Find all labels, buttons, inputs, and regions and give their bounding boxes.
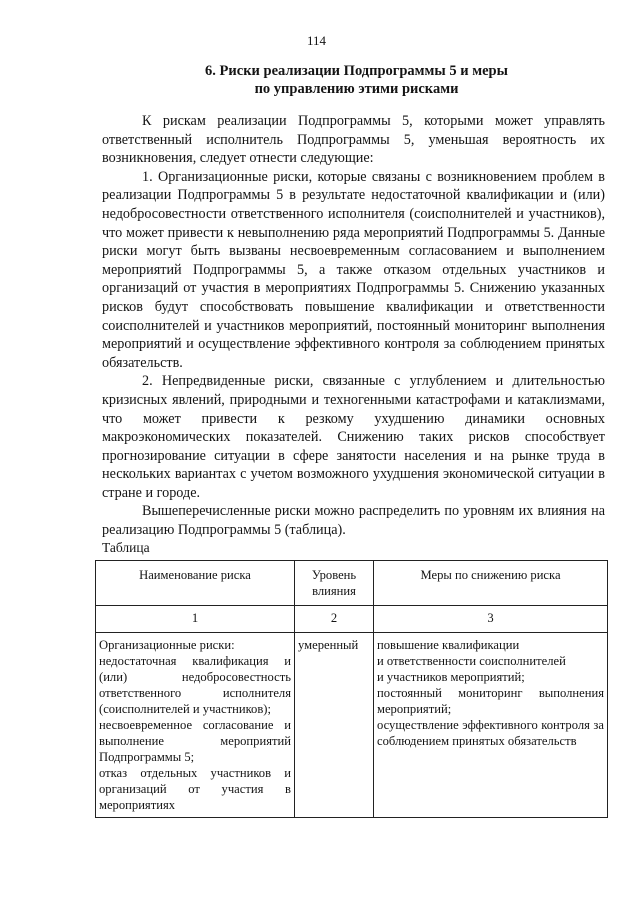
section-title-line-1: 6. Риски реализации Подпрограммы 5 и меры (205, 63, 508, 79)
paragraph-intro: К рискам реализации Подпрограммы 5, которыми может управлять ответственный исполнитель Подпрограммы 5, уменьшая вероятность их возникновения, следует отнести следующие: (102, 113, 605, 167)
risk-table (95, 560, 608, 818)
mitigation-measures-cell: повышение квалификации и ответственности соисполнителей и участников мероприятий; постоянный мониторинг выполнения мероприятий; осуществление эффективного контроля за соблюдением принятых обязательств (374, 633, 608, 818)
table-row (96, 633, 608, 818)
header-risk-name: Наименование риска (96, 561, 295, 606)
column-number-1: 1 (96, 606, 295, 633)
table-number-row (96, 606, 608, 633)
risk-name-cell: Организационные риски: недостаточная квалификация и (или) недобросовестность ответственного исполнителя (соисполнителей и участников); несвоевременное согласование и выполнение мероприятий Подпрограммы 5; отказ отдельных участников и организаций от участия в мероприятиях (96, 633, 295, 818)
section-title (100, 62, 613, 98)
header-impact-level: Уровень влияния (295, 561, 374, 606)
body-text (102, 112, 605, 540)
section-title-line-2: по управлению этими рисками (254, 81, 459, 97)
paragraph-distribution: Вышеперечисленные риски можно распределить по уровням их влияния на реализацию Подпрограммы 5 (таблица). (102, 503, 605, 539)
paragraph-organizational-risks: 1. Организационные риски, которые связаны с возникновением проблем в реализации Подпрограммы 5 в результате недостаточной квалификации и (или) недобросовестности ответственного исполнителя (соисполнителей и участников), что может привести к невыполнению ряда мероприятий Подпрограммы 5. Данные риски могут быть вызваны несвоевременным согласованием и выполнением мероприятий Подпрограммы 5, а также отказом отдельных участников и организаций от участия в мероприятиях Подпрограммы 5. Снижению указанных рисков будут способствовать повышение квалификации и ответственности соисполнителей и участников мероприятий, постоянный мониторинг выполнения мероприятий и осуществление эффективного контроля за соблюдением принятых обязательств. (102, 168, 605, 371)
table-caption: Таблица (102, 540, 150, 555)
column-number-2: 2 (295, 606, 374, 633)
table-header-row (96, 561, 608, 606)
column-number-3: 3 (374, 606, 608, 633)
header-mitigation-measures: Меры по снижению риска (374, 561, 608, 606)
impact-level-cell: умеренный (295, 633, 374, 818)
paragraph-unforeseen-risks: 2. Непредвиденные риски, связанные с углублением и длительностью кризисных явлений, природными и техногенными катастрофами и катаклизмами, что может привести к резкому ухудшению динамики основных макроэкономических показателей. Снижению таких рисков способствует прогнозирование ситуации в сфере занятости населения и на рынке труда в нескольких вариантах с учетом возможного ухудшения экономической ситуации в стране и городе. (102, 373, 605, 501)
page-number: 114 (306, 33, 327, 48)
